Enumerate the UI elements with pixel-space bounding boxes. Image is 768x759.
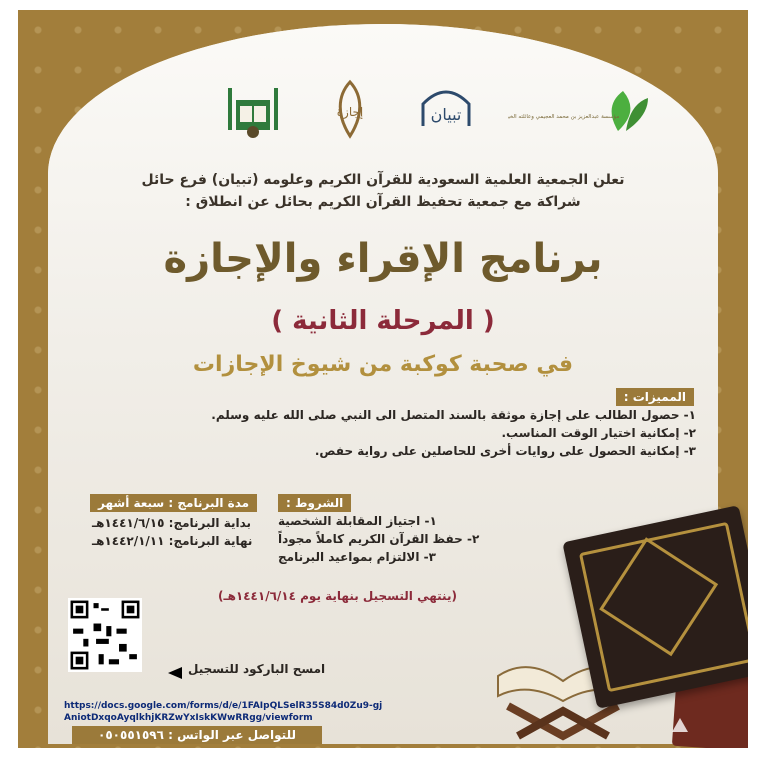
watermark-icon xyxy=(672,718,688,732)
program-stage: ( المرحلة الثانية ) xyxy=(271,306,495,336)
feature-item-2: ٢- إمكانية اختيار الوقت المناسب. xyxy=(501,426,696,440)
tibyan-logo-text: تبيان xyxy=(430,105,462,124)
condition-item-3: ٣- الالتزام بمواعيد البرنامج xyxy=(278,550,436,564)
feature-item-3: ٣- إمكانية الحصول على روايات أخرى للحاصلين على رواية حفص. xyxy=(314,444,696,458)
foundation-logo-text: مؤسسة عبدالعزيز بن محمد العجيمي وعائلته الخيرية xyxy=(507,114,620,120)
program-subtitle: في صحبة كوكبة من شيوخ الإجازات xyxy=(192,352,574,377)
condition-item-2: ٢- حفظ القرآن الكريم كاملاً مجوداً xyxy=(278,532,480,546)
registration-deadline: (ينتهي التسجيل بنهاية يوم ١٤٤١/٦/١٤هـ) xyxy=(218,589,457,603)
arrow-left-icon xyxy=(168,667,182,679)
quran-society-logo xyxy=(218,76,288,146)
registration-qr-code[interactable] xyxy=(68,598,142,672)
conditions-heading: الشروط : xyxy=(278,494,351,512)
duration-end: نهاية البرنامج: ١٤٤٢/١/١١هـ xyxy=(92,534,253,548)
qr-scan-label: امسح الباركود للتسجيل xyxy=(188,662,326,676)
poster xyxy=(18,10,748,748)
registration-link-line-2[interactable]: AniotDxqoAyqlkhjKRZwYxIskKWwRRgg/viewform xyxy=(64,713,313,723)
feature-item-1: ١- حصول الطالب على إجازة موثقة بالسند المتصل الى النبي صلى الله عليه وسلم. xyxy=(211,408,696,422)
registration-link-line-1[interactable]: https://docs.google.com/forms/d/e/1FAIpQLSelR35S84d0Zu9-gj xyxy=(64,701,383,711)
condition-item-1: ١- اجتياز المقابلة الشخصية xyxy=(278,514,437,528)
logos-row xyxy=(218,66,658,156)
ijazah-logo-text: إجازة xyxy=(336,105,363,119)
features-heading: المميزات : xyxy=(616,388,694,406)
foundation-logo xyxy=(508,76,658,146)
whatsapp-contact: للتواصل عبر الواتس : ٠٥٠٥٥١٥٩٦ xyxy=(72,726,322,744)
tibyan-logo xyxy=(411,76,481,146)
registration-link[interactable] xyxy=(64,700,382,724)
announcement-line-1: تعلن الجمعية العلمية السعودية للقرآن الكريم وعلومه (تبيان) فرع حائل xyxy=(141,172,625,188)
duration-heading: مدة البرنامج : سبعة أشهر xyxy=(90,494,257,512)
duration-start: بداية البرنامج: ١٤٤١/٦/١٥هـ xyxy=(92,516,252,530)
announcement-line-2: شراكة مع جمعية تحفيظ القرآن الكريم بحائل عن انطلاق : xyxy=(185,194,581,210)
program-title: برنامج الإقراء والإجازة xyxy=(163,236,603,282)
ijazah-logo xyxy=(315,76,385,146)
